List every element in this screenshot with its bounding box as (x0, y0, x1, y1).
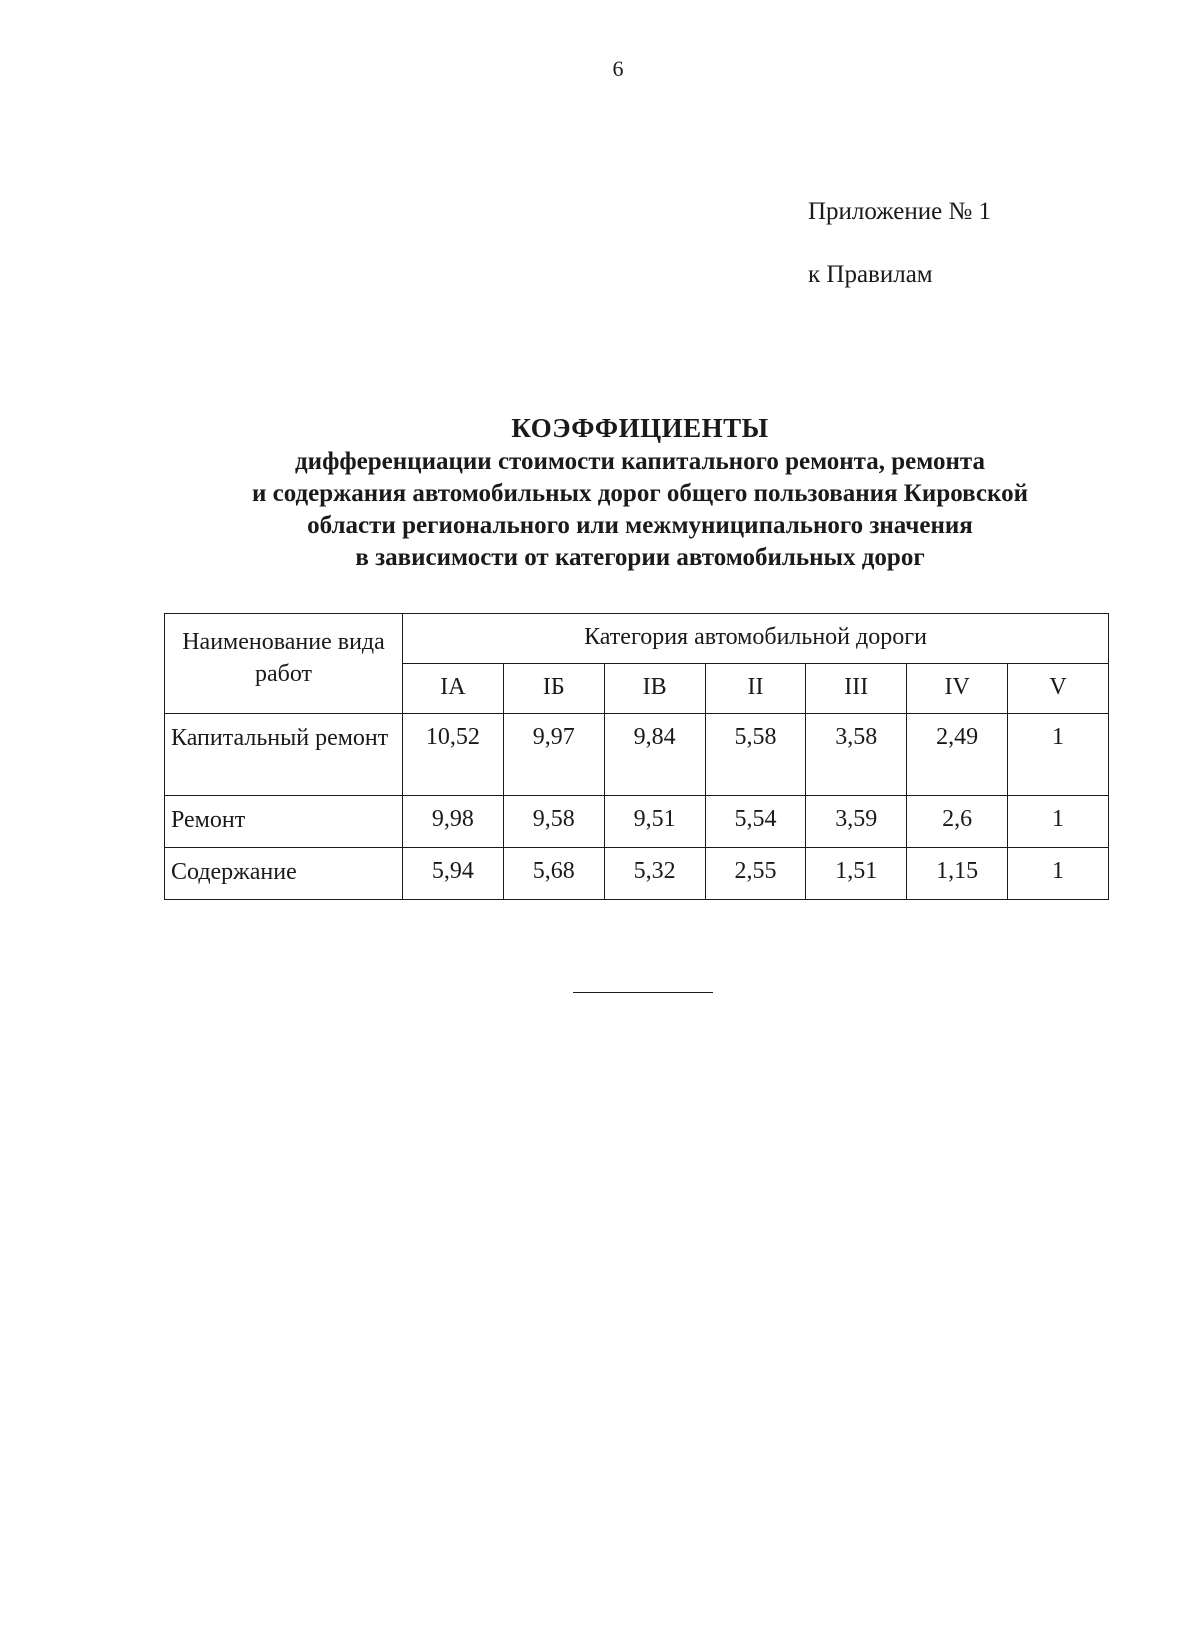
coefficients-table (164, 613, 1109, 900)
work-type-header: Наименование вида работ (165, 614, 403, 714)
document-title (150, 410, 1130, 574)
table-row (165, 714, 1109, 796)
row-work-type: Капитальный ремонт (165, 714, 403, 796)
coefficient-cell: 10,52 (403, 714, 504, 796)
page-number: 6 (612, 56, 624, 81)
table-row (165, 796, 1109, 848)
table-row (165, 848, 1109, 900)
coefficient-cell: 5,68 (503, 848, 604, 900)
coefficient-cell: 5,94 (403, 848, 504, 900)
coefficient-cell: 1 (1008, 796, 1109, 848)
end-divider (573, 992, 713, 993)
coefficient-cell: 5,58 (705, 714, 806, 796)
row-work-type: Ремонт (165, 796, 403, 848)
coefficient-cell: 9,98 (403, 796, 504, 848)
coefficient-cell: 1,51 (806, 848, 907, 900)
category-header-cell: II (705, 664, 806, 714)
coefficient-cell: 5,32 (604, 848, 705, 900)
coefficient-cell: 3,59 (806, 796, 907, 848)
category-header-cell: IV (907, 664, 1008, 714)
title-line: области регионального или межмуниципального значения (307, 512, 973, 539)
coefficient-cell: 9,58 (503, 796, 604, 848)
category-header-cell: V (1008, 664, 1109, 714)
coefficient-cell: 1 (1008, 848, 1109, 900)
road-category-header: Категория автомобильной дороги (403, 614, 1109, 664)
appendix-label: Приложение № 1 (808, 198, 992, 225)
category-header-cell: IA (403, 664, 504, 714)
category-header-cell: IБ (503, 664, 604, 714)
coefficient-cell: 2,49 (907, 714, 1008, 796)
table-header-row (165, 614, 1109, 664)
row-work-type: Содержание (165, 848, 403, 900)
title-line: и содержания автомобильных дорог общего пользования Кировской (252, 480, 1028, 507)
coefficient-cell: 5,54 (705, 796, 806, 848)
category-header-cell: III (806, 664, 907, 714)
title-heading: КОЭФФИЦИЕНТЫ (511, 413, 769, 443)
coefficient-cell: 2,55 (705, 848, 806, 900)
coefficient-cell: 1,15 (907, 848, 1008, 900)
coefficient-cell: 9,84 (604, 714, 705, 796)
coefficient-cell: 9,51 (604, 796, 705, 848)
coefficient-cell: 2,6 (907, 796, 1008, 848)
title-line: дифференциации стоимости капитального ремонта, ремонта (295, 448, 985, 475)
category-header-cell: IB (604, 664, 705, 714)
appendix-reference: к Правилам (808, 261, 933, 288)
title-line: в зависимости от категории автомобильных дорог (355, 544, 925, 571)
coefficient-cell: 1 (1008, 714, 1109, 796)
coefficient-cell: 3,58 (806, 714, 907, 796)
coefficient-cell: 9,97 (503, 714, 604, 796)
